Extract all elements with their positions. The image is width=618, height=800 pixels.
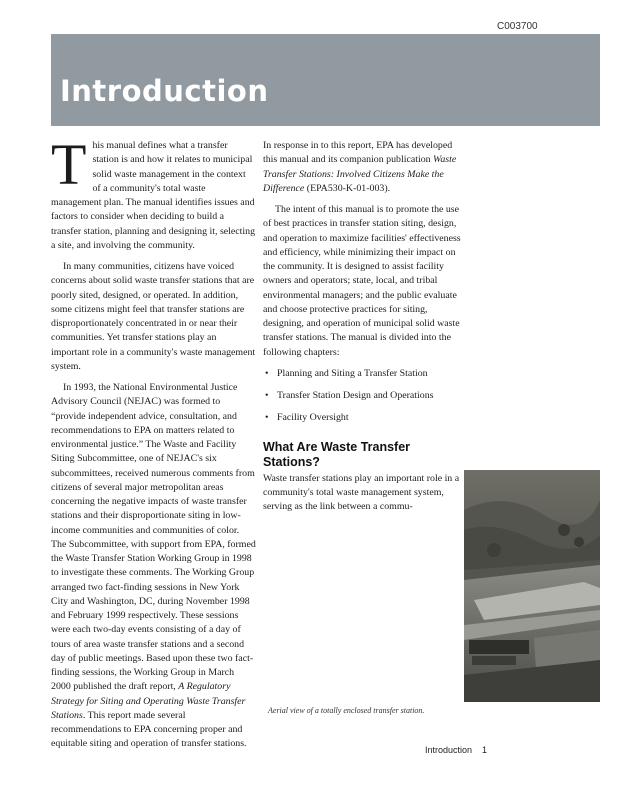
- left-column: [51, 132, 256, 759]
- page-number: 1: [482, 745, 488, 755]
- response-paragraph: [263, 139, 463, 196]
- concerns-paragraph: In many communities, citizens have voiced concerns about solid waste transfer stations that are poorly sited, designed, or operated. In addition, some citizens might feel that transfer stations are disproportionately concentrated in or near their communities. Yet transfer stations play an important role in a community's waste management system.: [51, 261, 256, 372]
- drop-cap: T: [51, 132, 87, 197]
- chapter-item: • Planning and Siting a Transfer Station: [263, 367, 463, 381]
- right-column: [263, 139, 463, 521]
- intro-paragraph: [51, 132, 256, 253]
- section-heading: What Are Waste Transfer Stations?: [263, 439, 411, 469]
- chapter-list: [263, 367, 463, 426]
- response-paragraph-text: In response in to this report, EPA has developed this manual and its companion publication: [263, 140, 453, 166]
- chapter-item: • Transfer Station Design and Operations: [263, 389, 463, 403]
- intent-paragraph: The intent of this manual is to promote the use of best practices in transfer station siting, design, and operation to maximize facilities' effectiveness and efficiency, while minimizing their impact on the community. It is designed to assist facility owners and operators; state, local, and tribal environmental managers; and the public evaluate and choose protective practices for siting, designing, and operation of municipal solid waste transfer stations. The manual is divided into the following chapters:: [263, 204, 461, 358]
- nejac-paragraph-text: In 1993, the National Environmental Justice Advisory Council (NEJAC) was formed to “provide independent advice, consultation, and recommendations to EPA on matters related to environmental justice.” The Waste and Facility Siting Subcommittee, one of NEJAC's six subcommittees, received numerous comments from citizens of several major metropolitan areas concerning the negative impacts of waste transfer stations and their disproportionate siting in low-income communities and communities of color. The Subcommittee, with support from EPA, formed the Waste Transfer Station Working Group in 1998 to investigate these comments. The Working Group arranged two fact-finding sessions in New York City and Washington, DC, during November 1998 and February 1999 respectively. These sessions were each two-day events consisting of a day of tours of area waste transfer stations and a second day of public meetings. Based upon these two fact-finding sessions, the Working Group in March 2000 published the draft report,: [51, 382, 256, 693]
- chapter-item: • Facility Oversight: [263, 411, 463, 425]
- response-paragraph-tail: (EPA530-K-01-003).: [304, 182, 391, 194]
- nejac-paragraph: [51, 381, 256, 752]
- nejac-paragraph-tail: . This report made several recommendations to EPA concerning proper and equitable siting and operation of transfer stations.: [51, 709, 247, 750]
- section-paragraph: Waste transfer stations play an important role in a community's total waste management system, serving as the link between a commu-: [263, 472, 460, 512]
- title-banner: [51, 34, 600, 126]
- document-id: C003700: [497, 21, 538, 32]
- companion-title: Waste Transfer Stations: Involved Citizens Make the Difference: [263, 154, 457, 194]
- aerial-photo: [464, 470, 600, 702]
- intro-paragraph-text: his manual defines what a transfer station is and how it relates to municipal solid waste management in the context of a community's total waste management plan. The manual identifies issues and factors to consider when deciding to build a transfer station, planning and designing it, selecting a site, and involving the community.: [51, 140, 256, 251]
- photo-caption: Aerial view of a totally enclosed transfer station.: [268, 706, 425, 715]
- page-title: Introduction: [60, 74, 269, 108]
- report-title: A Regulatory Strategy for Siting and Operating Waste Transfer Stations: [51, 681, 246, 721]
- footer-section-label: Introduction: [425, 745, 473, 755]
